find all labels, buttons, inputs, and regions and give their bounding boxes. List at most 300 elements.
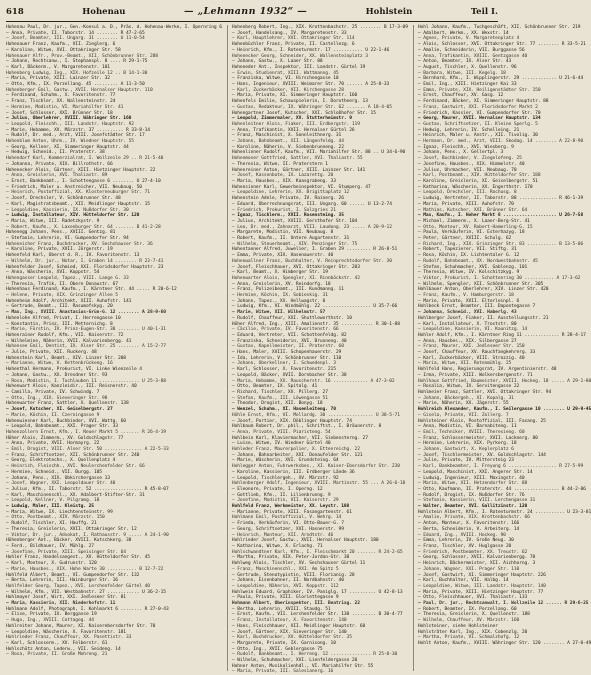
directory-entry: Hohendorf Karl, Kommerzialrat, I. Wollzeile 29 .. R 21-5-40 [6,156,164,162]
directory-entry: — Johann, Pens., X. Gellertpl. 3 [417,150,504,156]
directory-entry: — Josef, Gastwirt, XI. Simmeringer Hauptstr. 226 [417,572,546,578]
directory-entry: — Max, Kaufm., I. Hoher Markt 8 .................... U 26-7-58 [417,213,584,219]
directory-entry: Hohlberger Josef, Fiaker, II. Ausstellungsstr. 21 [417,315,549,321]
directory-entry: — Anna, Private, VIII. Piaristeng. 54 [231,429,331,435]
directory-entry: — Karoline, Kassierin, III. Erdberger Lände 36 [231,469,355,475]
directory-entry: Hohenmoser Gottfried, Sattler, XVI. Thaliastr. 55 [231,156,363,162]
directory-entry: — Josef, Wagner, XXI. Leopoldauer Str. 40 [6,481,116,487]
directory-entry: — Viktor, Dr. jur., Advokat, I. Rathausstr. 9 ..... A 24-1-90 [6,532,169,538]
directory-entry: — Camilla, Private, IV. Schwindg. 7 [6,390,100,395]
directory-entry: — Franziska, Schneiderin, XVI. Brunneng. 40 [231,338,347,344]
directory-entry: Hohlsteiner Alois, Postoffizial, III. Fasang. 25 [417,418,546,424]
directory-entry: — Robert, Kaufm., X. Laxenburger Str. 64 ....... B 41-2-28 [6,224,161,230]
directory-entry: — Rudolf, Chauffeur, XXI. Shuttleworthstr. 10 [231,315,352,321]
directory-entry: Hohenwarter Alois, Spengler, XI. Rinnböckstr. 42 [231,275,360,281]
directory-entry: — Karl, Bäckerm., V. Margaretenstr. 101 [6,64,110,70]
directory-entry: Hohlt Anton, Kaufm., XVIII. Währinger Str. 120 ........ A 27-0-49 [417,640,591,646]
directory-entry: — Hermine, Köchin, IX. Sobieskig. 31 [231,293,328,299]
directory-entry: — Josef, Schlosser, XXI. Brünner Str. 18 [6,110,113,116]
directory-entry: — Maria, Witwe, IX. Liechtensteinstr. 99 [6,509,113,515]
directory-entry: — Johann, Gastw., XX. Dresdner Str. 93 [6,372,108,378]
directory-entry: — Ernst, Chauffeur, XV. Gasg. 12 [417,93,504,99]
directory-entry: Hohlenberger Adolf, Ingenieur, XVIII. Martinstr. 55 ... A 26-6-18 [231,481,406,487]
directory-entry: — Rudolf, Tischler, XI. Hauffg. 21 [6,521,97,527]
directory-entry: Hohenwarter Franz, Sattler, X. Quellenstr. 138 [6,401,129,407]
directory-entry: — Leopold, Kellner, V. Pilgramg. 18 [6,498,100,504]
directory-entry: — Karoline, Näherin, V. Siebenbrunneng. 22 [231,144,344,150]
header-title: — „Lehmann 1932“ — [183,6,308,17]
directory-entry: — Leopoldine, Witwe, III. Landstr. Hauptstr. 140 [417,583,546,589]
directory-entry: — Maria, Private, III. Salesianerg. 16 [231,669,334,675]
directory-entry: — Eduard, Vertreter, VII. Schottenfeldg. 82 [231,332,347,338]
directory-entry: — Josef, Chauffeur, XV. Rauchfangkehrerg. 33 [417,350,536,356]
directory-entry: — Otto, Monteur, XV. Robert-Hamerling-G. 15 [417,224,533,230]
directory-entry: — Julius, Kfm., II. Taborstr. 52 .................. R 45-8-07 [6,486,169,492]
directory-entry: — Karl, Schlosserm., XV. Felberstr. 61 [6,640,108,646]
directory-entry: — Theodor, Drogist, XII. Bonyg. 18 [231,401,323,407]
directory-entry: — Ernst, Bankbeamt., I. Schottengasse 6 ........ U 27-4-10 [6,178,161,184]
directory-entry: — Georg, Kellner, XI. Simmeringer Hauptstr. 44 [6,144,129,150]
directory-entry: — Anna, Hausbes., XIX. Silbergasse 27 [417,338,517,344]
directory-entry: — Margarete, Private, IX. Garnisong. 10 [231,640,336,646]
directory-entry: Hohenecker Georg, Schneider, XX. Wallensteinplatz 3 [231,53,368,59]
directory-entry: — Ferdinand, Bäcker, XI. Simmeringer Hauptstr. 88 [417,99,549,105]
directory-entry: — Martha, Private, XIX. Peter-Jordan-Str. 38 [231,555,350,561]
directory-entry: — Ernst, Kaufm., VII. Lerchenfelder Str. 130 ......... B 30-4-77 [231,612,403,618]
directory-entry: — Leopold, Bäcker, XVII. Dornbacher Str. 38 [231,372,347,378]
directory-entry: — Leopoldine, Kassierin, IX. Nußdorfer Str. 30 [6,207,129,213]
directory-entry: — Julie, Private, XII. Ruckerg. 48 [6,350,97,356]
directory-entry: — Leopoldine, Näherin, XVI. Koppstr. 112 [231,583,339,589]
directory-entry: — Hermann, Dr. med., Arzt, VIII. Skodag. 14 ........ A 22-8-90 [417,139,584,145]
directory-entry: Hohenzollern Ernst, Kfm., I. Neuer Markt 5 ....... R 26-4-19 [6,429,166,435]
directory-entry: Hohlegger Anton, Fuhrwerksbes., XI. Kaiser-Ebersdorfer Str. 230 [231,464,400,470]
directory-entry: — Wilhelm, Kfm., VII. Westbahnstr. 27 ............ U 36-2-15 [6,589,166,595]
directory-entry: — Paula, Private, XIII. Gloriettegasse 9 [231,595,339,601]
directory-entry: — Hans, Ingenieur, XVIII. Weimarer Str. 70 ...... A 25-8-33 [231,82,390,88]
directory-entry: Hohenwiesner Karl, Buchbinder, XVI. Wattg. 60 [6,418,126,424]
directory-entry: — Ludwig, Ingenieur, XIII. Maxingstr. 40 [417,475,525,481]
directory-entry: — Wilhelm, Chauffeur, XV. Märzstr. 160 [417,618,520,624]
directory-entry: — Barbara, Witwe, III. Kegelg. 18 [417,70,506,76]
directory-entry: — Rudolf, Drogist, IX. Nußdorfer Str. 76 [417,492,525,498]
directory-entry: — Wilhelm, Steuerbeamt., XIV. Penzinger Str. 75 [231,241,358,247]
directory-entry: — Paul, Dr. jur., Rechtsanwalt, I. Wollzeile 12 ...... R 29-6-25 [417,601,589,607]
directory-entry: Hohenlohe Alfred, Privat, I. Herrengasse 10 [6,315,121,321]
directory-entry: — Johann, Bahnarbeiter, XXI. Donaufelder Str. 121 [231,452,363,458]
directory-entry: — Franz, Gastwirt, XXI. Floridsdorfer Markt 2 [417,104,538,110]
directory-entry: — Rudolf, Bankbeamt., I. Herreng. 12 ............... R 25-0-30 [231,652,398,658]
directory-entry: — Karoline, Greislerin, XI. Geiselbergstr. 51 [417,178,538,184]
directory-entry: — Karl, Buchdrucker, XV. Hütteldorfer Str. 35 [231,635,352,641]
directory-entry: — Johann, Gastw., X. Laaer Str. 88 [231,59,323,65]
directory-entry: — Rosa, Köchin, IX. Lichtentaler G. 12 [417,253,520,259]
directory-entry: Höher Alois, Zimmerm., XV. Goldschlagstr. 77 [6,435,124,441]
directory-entry: — Wilhelm, Dr. jur., Notar, I. Graben 14 ........ R 22-7-41 [6,258,164,264]
directory-entry: Hohenegg Johann, Pens., XVIII. Gentzg. 81 [6,230,116,236]
directory-entry: Hohenfels Emilie, Schauspielerin, I. Dorotheerg. 13 [231,99,368,105]
directory-entry: — Josefine, Private, XIII. Speisinger Str. 64 [6,549,126,555]
directory-entry: — Marianne, Private, XIII. Fasangartenstr. 61 [231,509,352,515]
directory-entry: Hohenauer Alfr., Prov.-Beamt., XII. Schönbrunner Str. 288 [6,53,158,59]
directory-entry: — Richard, Ing., XIX. Grinzinger Str. 83 ........... B 13-5-06 [417,241,584,247]
directory-entry: Hohenheim Adolf, Architekt, XIII. Auhofstr. 141 [6,298,132,304]
directory-entry: — Rosalia, Witwe, IX. Servitengasse 22 [417,384,520,390]
directory-entry: — Karl, Schlosser, X. Favoritenstr. 215 [231,367,336,373]
directory-entry: — Karl, Beamt., X. Himberger Str. 19 [231,270,328,276]
directory-entry: — Julius, Architekt, XVIII. Gersthofer Str. 104 [231,218,358,224]
directory-entry: — Josef, Tischlermeister, XV. Goldschlagstr. 144 [417,452,546,458]
directory-entry: — Alois, Schlosser, XVI. Ottakringer Str. 77 ........ R 33-5-21 [417,42,586,48]
directory-entry: — Bertha, Lehrerin, XVIII. Staudg. 51 [231,606,331,612]
directory-entry: Hohenfelder Josef, Schmied, XXI. Floridsdorfer Hauptstr. 23 [6,264,164,270]
directory-entry: — Emil, Ing., XIII. Hietzinger Kai 33 [417,82,517,88]
directory-entry: — Anna, Wäscherin, XVI. Koppstr. 54 [6,270,100,276]
directory-entry: — Josef, Portier, XIX. Döblinger Hauptstr. 74 [231,418,352,424]
directory-entry: — Johann, Wagner, XXI. Prager Str. 110 [417,566,520,572]
directory-entry: — Ludwig, Vertreter, II. Taborstr. 88 .............. R 46-1-39 [417,196,584,202]
directory-entry: — Ida, Lehrerin, V. Schönbrunner Str. 110 [231,355,342,361]
directory-entry: Hohlbauer Anton, Oberlehrer, XIV. Linzer Str. 420 [417,287,549,293]
directory-entry: — Josef, Drechsler, V. Schönbrunner Str. 48 [6,196,121,202]
directory-entry: — Karl, Bankbeamter, I. Freyung 6 .................. R 27-5-99 [417,464,584,470]
directory-entry: — Rudolf, Bahnbeamt., XX. Nordwestbahnstr. 45 [417,258,538,264]
directory-entry: — Emil, Drogist, VIII. Alser Str. 50 .............. A 22-5-33 [6,447,169,453]
columns [6,25,591,675]
directory-entry: — Franziska, Witwe, VI. Hirschengasse 10 [231,76,339,82]
directory-entry: — Theresia, Trafik, II. Obere Donaustr. 67 [6,281,118,287]
directory-entry: Hohenwart Alois, Kanzleidir., III. Reisnerstr. 40 [6,384,137,390]
directory-entry: — Maria, Witwe, XII. Hetzendorfer Str. 88 [417,481,528,487]
directory-entry: Höhle Ernst, Kfm., VI. Mollardg. 30 ................. U 38-5-71 [231,412,400,418]
directory-entry: — Katharina, Witwe, X. Erlachg. 71 [231,543,323,549]
directory-entry: Hohentanner Alfred, Juwelier, I. Graben 29 ......... R 26-8-51 [231,247,398,253]
directory-entry: — Marie, Wäscherin, XVI. Grundsteing. 64 [231,458,339,464]
directory-entry: Hoheneicher Franz, Buchdrucker, XV. Sechshauser Str. 36 [6,241,153,247]
directory-entry: — Leopold, Zimmermaler, XV. Stutterheimstr. 9 [231,116,352,122]
directory-entry: — Gertrude, Beamt., III. Rasumofskyg. 20 [6,304,113,310]
directory-entry: — Theresia, Greislerin, XVII. Ottakringer Str. 12 [6,526,137,532]
column-2 [227,25,408,675]
directory-entry: — Marie, Witwe, XII. Wilhelmstr. 57 [231,310,326,316]
directory-entry: Hohlweg Alois, Tischler, XV. Sechshauser Gürtel 11 [231,561,366,567]
directory-entry: — Robert, Kaufm., II. Untere Augartenstr. 31 [231,236,350,242]
directory-entry: Hohner Anton, Musikalienhdl., VI. Mariahilfer Str. 55 [231,663,374,669]
directory-entry: — Martha, Private, VI. Schmalzhofg. 12 [417,635,520,641]
directory-entry: — Gustav, Kapellmeister, II. Praterstr. 60 [231,344,344,350]
directory-entry: — Franz, Tischler, XV. Huglgasse 20 [417,543,512,549]
directory-entry: Hohlsträter Karl, Ing., XIX. Cobenzlg. 20 [417,629,528,635]
directory-entry: — Margarete, Modistin, VII. Neubaug. 8 [231,230,334,236]
directory-entry: Hohlstein Albert, Kfm., I. Rotenturmstr. 24 ........... U 23-3-81 [417,509,591,515]
directory-entry: — Hugo, Ing., XVIII. Cottageg. 44 [6,618,94,624]
header-right-name: Hohlstein [365,7,413,17]
directory-entry: — Stefan, Kaufm., III. Löwengasse 51 [231,395,328,401]
directory-entry: — Robert, Beamter, IX. Porzellang. 60 [417,606,517,612]
directory-entry: Hohenlinner Rudolf, Kaufm., VII. Mariahilfer Str. 88 .. U 34-6-90 [231,150,406,156]
directory-entry: — Michael, Zimmerm., X. Laaer-Berg-Str. 41 [417,218,530,224]
directory-entry: — Karl, Hauptlehrer, XVI. Ottakringer Str. 114 [231,36,355,42]
directory-entry: — Anna, Greislerin, XVI. Thaliastr. 89 [6,173,108,179]
directory-entry: — Theresia, Witwe, IV. Kolschitzkyg. 9 [417,270,520,276]
directory-entry: — Theresia, Greislerin, X. Quellenstr. 188 [417,612,530,618]
directory-entry: Hohengartner Josef, Kutscher, XXI. Schloßhofer Str. 15 [231,110,376,116]
directory-entry: — Johann, Tapez., XX. Hellwagstr. 8 [231,298,326,304]
directory-entry: — Ignaz, Tischlerm., XVII. Rosensteing. 35 [231,213,344,219]
directory-entry: — Karl, Buchhalter, VII. Halbg. 14 [417,578,509,584]
directory-entry: — Anton, Monteur, X. Favoritenstr. 166 [417,521,520,527]
directory-entry: Hohlmann Emil, Postoffizial, V. Wehrg. 14 [231,515,342,521]
directory-entry: — Agnes, Private, V. Margaretenplatz 4 [417,36,520,42]
directory-entry: — Leopoldine, Wäscherin, X. Favoritenstr. 181 [6,629,126,635]
header-part: Teil I. [470,7,498,17]
directory-entry: — Gertrude, Stenotypistin, VIII. Florianig. 28 [231,572,355,578]
directory-entry: — Julie, Private, IV. Mittersteig 23 [417,458,514,464]
directory-entry: — Maria, Hausbes., XIX. Kaasgrabeng. 33 [231,178,336,184]
directory-entry: Hohenberg Robert, Ing., XIX. Krottenbachstr. 25 ........ B 17-3-09 [231,25,408,30]
directory-entry: — Eduard, Ing., XVIII. Hockeg. 90 [417,532,506,538]
directory-entry: Hohler Franz, Handelsangest., XV. Hütteldorfer Str. 45 [6,555,150,561]
directory-entry: — Franz, Schriftsetzer, XII. Schönbrunner Str. 240 [6,452,140,458]
directory-entry: Hohensinner Karl, Gewerbeinspektor, VI. Stumperg. 47 [231,184,371,190]
directory-entry: — Wenzel, Schuhm., XI. Hasenleiteng. 70 [231,407,336,413]
directory-entry: — Irma, Private, XIII. Wolkersbergenstr. 71 [417,372,533,378]
directory-entry: — Franz, Installateur, X. Favoritenstr. 140 [231,618,347,624]
directory-entry: — Georg, Elektrotechn., X. Quellenplatz 4 [6,458,116,464]
directory-entry: — Otto, Ing., XVII. Geblergasse 75 [231,646,323,652]
directory-entry: Hohlrieder Josef, Gastw., XVII. Hernalser Hauptstr. 180 [231,538,379,544]
directory-entry: — Emil, Techniker, XVIII. Theresieng. 60 [417,429,525,435]
directory-entry: — Friedrich, Kassier, VI. Gumpendorfer Str. 70 [417,110,541,116]
directory-entry: — Heinrich, Fleischh., XVI. Neulerchenfelder Str. 66 [6,464,145,470]
directory-entry: Hohenstein Karl, Beamt., XIV. Linzer Str. 208 [6,355,126,361]
directory-entry: — Friedrich, Maler u. Anstreicher, VII. Neubaug. 50 [6,184,142,190]
directory-entry: — Eleonore, Private, I. Operng. 12 [231,486,323,492]
directory-entry: — Anna, Trafikantin, XVIII. Gentzgasse 40 [417,53,528,59]
directory-entry: — Anna, Private, XVII. Hormayrg. 22 [6,441,100,447]
directory-entry: Hohlbaum Robert, Dr. phil., Schriftst., I. Bräunerstr. 8 [231,424,382,430]
column-3 [413,25,591,671]
directory-entry: Hohmann Albert, Oberinspektor, III. Beatrixg. 22 [231,601,360,607]
directory-entry: — Wilhelm, Spengler, XII. Schönbrunner Str. 305 [417,281,544,287]
directory-entry: — Heinrich, Maler u. Anstr., XII. Tivolig. 30 [417,133,538,139]
directory-entry: — Franz, Tischler, XX. Wallensteinstr. 24 [6,99,116,105]
directory-entry: — Erwin, Studienrat, XIII. Wattmanng. 45 [231,70,339,76]
directory-entry: — Franz, Maurer, XXI. Jedleseer Str. 150 [417,344,525,350]
running-header [6,6,498,22]
directory-entry: — Johann, Bäckergeh., XI. Kopalg. 31 [417,395,514,401]
directory-entry: Hohlmayer Josef, Wirt, XXI. Jedleseer Str. 81 [6,595,126,601]
directory-entry: — Hermine, Schneid., VII. Burgg. 105 [6,469,102,475]
directory-entry: Hohlbein Karl, Klaviermacher, VII. Siebensterng. 27 [231,435,368,441]
directory-entry: Hohensee Emil, Dentist, IX. Alser Str. 25 ........ A 15-2-77 [6,344,166,350]
directory-entry: — Berta, Lehrerin, III. Hainburger Str. 16 [6,578,118,584]
directory-entry: — Amalie, Schneiderin, VII. Burggasse 56 [417,47,525,53]
directory-entry: Hohenthal Hermann, Prokurist, VI. Linke Wienzeile 4 [6,367,142,373]
directory-entry: Höhenberger Ant., Bäcker, XVIII. Kutschkerg. 38 [6,538,132,544]
directory-entry: — Berta, Schneiderin, V. Arbeiterg. 14 [417,526,520,532]
directory-entry: Hohenecker Alois, Gärtner, XIII. Hietzinger Hauptstr. 22 [6,167,156,173]
directory-entry: — Georg, Maurer, XVII. Hernalser Hauptstr. 134 [417,116,541,122]
directory-entry: — Franz, Schlossermeister, XVII. Lacknerg. 80 [417,435,538,441]
directory-entry: — August, Tischler, X. Quellenstr. 96 [417,64,517,70]
directory-entry: — Josef, Beamter, III. Ungarg. 31 ........ U 11-0-54 [6,36,145,42]
directory-entry: — Peter, Gärtner, XVIII. Schulg. 62 [417,236,512,242]
directory-entry: — Emma, Private, XIX. Heiligenstädter Str. 150 [417,87,541,93]
directory-entry: — Maria, Witwe, XII. Rotenmühlg. 25 [417,361,512,367]
directory-entry: — Hedwig, Schneid., II. Praterstr. 38 [6,150,105,156]
directory-entry: — Josefine, Hausbes., XIX. Himmelstr. 40 [417,161,525,167]
directory-entry: Höher Alfred, Ing., XIII. Amalienstr. 35 ............ R 30-1-88 [231,321,400,327]
directory-entry: Hohenrainer Rudolf, Kfm., VII. Kaiserstr. 72 [6,332,124,338]
directory-entry: — Marie, Fürstin, IV. Prinz-Eugen-Str. 30 ........ U 40-1-31 [6,327,166,333]
directory-entry: Hohenauer Franz, Kaufm., VII. Zieglerg. 6 [6,42,116,48]
directory-entry: Hohenreiner Anton, Gärtner, XIII. Lainzer Str. 141 [231,167,366,173]
directory-entry: Hohl Johann, Kaufm., Tuchgeschäft, XII. Schönbrunner Str. 219 [417,25,581,30]
directory-entry: — Hans, Fleischhauer, XII. Meidlinger Hauptstr. 60 [231,623,366,629]
directory-entry: — Hermine, Modistin, VI. Mariahilfer Str. 41 [6,104,124,110]
directory-entry: — Viktor, Prokurist, I. Schottenring 30 ........... A 17-3-62 [417,275,581,281]
directory-entry: — Hermine, Lehrerin, XIX. Pyrkerg. 18 [417,441,517,447]
directory-entry: — Hedwig, Lehrerin, IV. Schelleing. 21 [417,127,520,133]
directory-entry: — Eduard, Oberrechnungsrat, III. Ungarg. 60 ...... U 13-2-74 [231,201,392,207]
directory-entry: Hohlmann Adolf, Photograph, I. Kohlmarkt 6 ........ R 27-0-43 [6,606,169,612]
directory-entry: — Marie, Private, XVII. Elterleinpl. 6 [417,298,520,304]
directory-entry: Hoheneder Ant., Inspektor, III. Landstr. Gürtel 19 [231,64,366,70]
directory-entry: — Maria, Private, XIII. Lainzer Str. 32 [6,76,110,82]
directory-entry: — Karl, Magistratsbeamt., XII. Meidlinger Hauptstr. 15 [6,201,150,207]
directory-entry: — Karl, Zuckerbäcker, VIII. Strozzig. 40 [417,355,525,361]
directory-entry: — Johann, Oberkellner, I. Schwedenpl. 3 [231,361,336,367]
directory-entry: — Leo, Dr. med., Zahnarzt, VIII. Laudong. 23 ..... A 20-9-12 [231,224,392,230]
header-left-name: Hohenau [82,7,126,17]
directory-entry: — Johann, Gastwirt, X. Keplerplatz 6 [417,447,514,453]
directory-entry: — Friedrich, Postbeamter, XX. Treustr. 62 [417,549,528,555]
directory-entry: — Wilhelm, Schuhmacher, XVI. Lienfeldergasse 20 [231,658,358,664]
directory-entry: — Maria, Hebamme, XX. Rauscherstr. 16 ............. A 47-3-02 [231,378,395,384]
directory-entry: — Karl, Monteur, X. Gudrunstr. 120 [6,561,97,567]
directory-entry: — Johanna, Private, XIX. Billrothstr. 66 [6,161,113,167]
page-number: 618 [6,7,24,17]
directory-entry: — Otto, Beamter, IX. Spitalg. 41 [231,384,318,390]
directory-entry: Hohlfelder Georg, Tapez., XVI. Lerchenfelder Gürtel 40 [6,583,150,589]
directory-entry: — Franz, Kaufm., V. Hamburgerstr. 18 [417,293,514,299]
directory-entry: — Heinrich, Bäckermeister, XII. Aichhorng. 3 [417,561,536,567]
directory-entry: — Maria, Witwe, III. Radetzkystr. 9 [6,218,100,224]
directory-entry: — Karoline, Witwe, XVI. Ottakringer Str. 58 [6,47,121,53]
directory-entry: — Helene, Private, XIX. Grinzinger Allee 5 [6,293,118,299]
directory-entry: Hohlhaus Gottfried, Baumeister, XVIII. Hockeg. 18 ..... A 29-1-80 [417,378,591,384]
directory-entry: — Rosa, Modistin, I. Tuchlauben 11 ............... U 25-3-88 [6,378,166,384]
directory-entry: Hohengasser Leopold, Tapez., VIII. Lange G. 33 [6,275,129,281]
directory-entry: Hohler Adolf, Kfm., I. Kärntner Ring 11 ............. R 28-4-17 [417,332,586,338]
directory-entry: — Johann, Bahnbeamt., XII. Längenfeldg. 44 [231,139,344,145]
directory-entry: Hohleder Franz, Maurerpolier, X. Ettenreichg. 22 [231,447,360,453]
directory-entry: — Maria, Private, XIII. Auhofstr. 70 [417,201,514,207]
directory-entry: — Franz, Maschinist, X. Sonnleithnerg. 31 [231,133,342,139]
directory-entry: Hohlfeld Albert, Beamt., VI. Gumpendorfer Str. 132 [6,572,140,578]
directory-entry: — Josef, Buchbinder, V. Ziegelofeng. 25 [417,156,522,162]
directory-entry: — Julius, Uhrmacher, VII. Neubaug. 70 [417,167,517,173]
directory-entry: Hohlrieder Franz, Chauffeur, XX. Pasettistr. 33 [6,635,132,641]
directory-entry: — Karoline, Private, XVII. Jörgerstr. 19 [6,247,113,253]
directory-entry: — Mathias, Kutscher, XXI. Brünner Str. 64 [417,207,528,213]
directory-entry: — Marie, Hebamme, XV. Märzstr. 37 .......... R 33-8-14 [6,127,150,133]
directory-entry: — Maria, Private, XIII. Hietzinger Hauptstr. 77 [417,589,544,595]
directory-entry: — Robert, Tapezierer, VII. Stiftg. 31 [417,247,517,253]
directory-entry: — Emma, Private, XIX. Hasenauerstr. 40 [231,253,334,259]
directory-entry: — Otto, Kaufmann, II. Praterstr. 44 ................. B 44-2-06 [417,486,586,492]
directory-entry: — Franz, Polizeibeamt., III. Kundmanng. 11 [231,287,344,293]
directory-entry: — Paula, Verkäuferin, VI. Esterhazyg. 18 [417,230,525,236]
directory-entry: — Julius, Oberlehrer, XVIII. Währinger Str. 160 [6,116,132,122]
directory-entry: — Stefanie, Kassierin, VIII. Lerchengasse 31 [417,498,536,504]
directory-entry: Hohenfeld Karl, Oberst d. R., IV. Favoritenstr. 13 [6,253,140,259]
directory-entry: — Karl, Zuckerbäcker, VII. Kirchengasse 28 [231,87,344,93]
directory-entry: — Heinrich, Monteur, XII. Arndtstr. 46 [231,532,334,538]
directory-entry: — Cäcilie, Private, IV. Favoritenstr. 66 [231,327,339,333]
directory-entry: — Bernhard, Kfm., I. Wipplingerstr. 29 ............. U 21-6-44 [417,76,584,82]
directory-entry: — Heinrich, Postoffizial, XX. Klosterneuburger Str. 71 [6,190,150,196]
directory-entry: — Adalbert, Werkm., XX. Wexstr. 14 [417,30,509,36]
directory-entry: — Ludwig, Kfm., VI. Windmühlg. 22 .................. U 35-7-66 [231,304,398,310]
directory-entry: — Marie, Köchin, II. Czerningasse 9 [6,412,100,418]
directory-entry: — Otto, Kfm., IX. Porzellang. 45 ......... A 11-3-50 [6,82,145,88]
directory-entry: — Leopold, Maschinist, XXI. Angerer Str. 14 [417,469,533,475]
directory-entry: — Leopold, Bahnbeamt., XXI. Prager Str. 33 [6,424,118,430]
directory-entry: Hohlschwandtner Karl, Kfm., I. Fleischmarkt 20 ....... R 24-2-65 [231,549,403,555]
directory-entry: Hohlreich Alexander, Kaufm., I. Seilergasse 10 ........ U 29-9-45 [417,407,591,413]
directory-entry: — Gustav, Schriftsetzer, II. Kleine Sperlg. 5 [417,121,538,127]
directory-entry: — Otto, Ing., XIX. Sieveringer Str. 98 [6,395,108,401]
directory-entry: — Rosa, Private, II. Große Mohreng. 21 [6,652,108,658]
directory-entry: — Karl, Postbeamt., XIV. Hütteldorfer Str. 188 [417,173,541,179]
directory-entry: — Ferd., Bildhauer, IV. Mühlg. 27 [6,543,94,549]
directory-entry: — Josef, Gärtner, XIX. Sieveringer Str. 140 [231,629,347,635]
directory-entry: Hohlbeck Ernst, Beamter, III. Dapontegasse 7 [417,304,536,310]
directory-entry: — Johann, Eisenbahner, II. Nordbahnstr. 40 [231,578,344,584]
directory-entry: — Emma, Lehrerin, IV. Große Neug. 30 [417,538,514,544]
directory-entry: — Georg, Schriftsetzer, XVI. Hasnerstr. 99 [231,526,344,532]
directory-entry: — Ignaz, Fleischh., XVI. Wiesberg. 9 [417,144,514,150]
directory-entry: — Leopold, Fleischh., III. Landstr. Hauptstr. 92 [6,121,134,127]
directory-entry: — Karl, Installateur, X. Troststr. 80 [417,321,517,327]
directory-entry: — Ludwig, Maler, III. Kleistg. 25 [6,504,94,510]
directory-entry: — Georg, Schlosser, XVII. Kalvarienbergg. 70 [417,555,536,561]
directory-entry: Hohenwallner Franz, Buchhalter, V. Reinprechtsdorfer Str. 30 [231,258,392,264]
directory-entry: — Max, Ing., XVIII. Anastasius-Grün-G. 12 ........ A 28-9-60 [6,310,166,316]
directory-entry: — Anna, Modistin, VI. Barnabiteng. 11 [417,424,517,430]
directory-entry: — Anna, Greislerin, XV. Reindorfg. 18 [231,281,331,287]
directory-entry: — Ludwig, Installateur, XIV. Hütteldorfer Str. 120 [6,213,140,219]
directory-entry: Hohenstein Adele, Private, IV. Rainerg. 26 [231,196,344,202]
directory-entry: — Josef, Kutscher, XI. Geiselbergstr. 27 [6,407,113,413]
directory-entry: — Anton, Beamter, IX. Alser Str. 43 [417,59,512,65]
directory-entry: — Josef, Fleischhauer, XVI. Ottakringer Str. 203 [231,264,360,270]
directory-entry: Hohlschütz Anton, Lederw., VII. Seideng. 14 [6,646,121,652]
directory-entry: Hohenhaus Ferdinand, Kaufm., I. Kärntner Str. 44 ..... R 20-6-12 [6,287,177,293]
directory-entry: — Luise, Witwe, IV. Wiedner Gürtel 40 [231,441,331,447]
directory-entry: — Konstantin, Prinz, III. Metternichg. 8 [6,321,113,327]
directory-entry: — Franz, Maschinenschl., XXI. Am Spitz 5 [231,566,339,572]
directory-entry: — Maria, Private, XI. Simmeringer Hauptstr. 160 [231,93,358,99]
directory-entry: — Heinrich, Kfm., I. Rotenturmstr. 17 ........... U 22-1-46 [231,47,390,53]
directory-entry: — Anna, Private, II. Taborstr. 14 ........ R 47-2-65 [6,30,145,36]
directory-entry: — Josef, Handelsang., IV. Margaretenstr. 33 [231,30,347,36]
directory-entry: — Leopold, Tischlergeh., XV. Märzstr. 92 [231,475,339,481]
directory-entry: — Ferdinand, Schuhm., X. Favoritenstr. 77 [6,93,116,99]
directory-entry: — Johann, Pens., XIX. Obkirchergasse 13 [6,475,110,481]
